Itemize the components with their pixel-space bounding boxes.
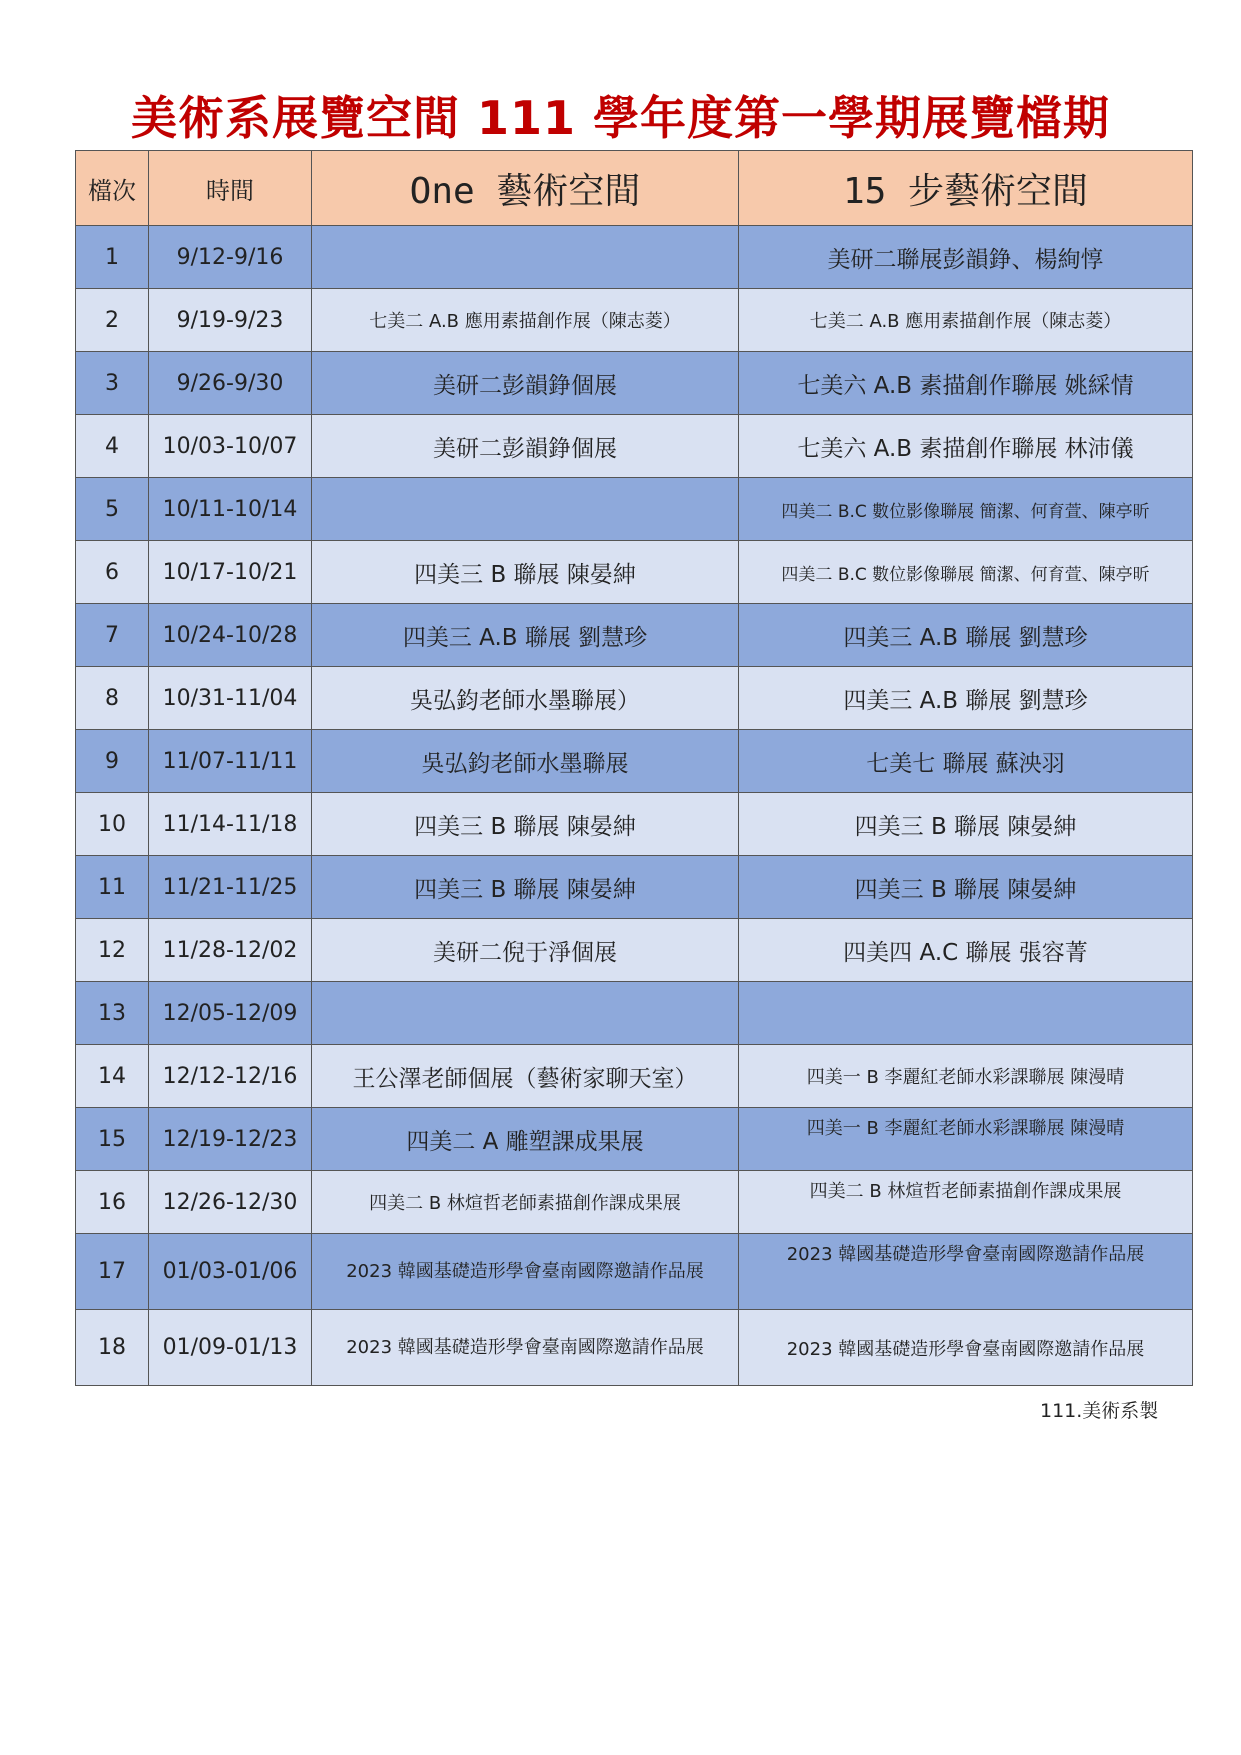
row-number: 7 — [76, 604, 149, 667]
header-one-space: One 藝術空間 — [312, 151, 739, 226]
row-date: 11/28-12/02 — [149, 919, 312, 982]
row-number: 1 — [76, 226, 149, 289]
row-15-step-space: 四美四 A.C 聯展 張容菁 — [739, 919, 1193, 982]
row-number: 13 — [76, 982, 149, 1045]
row-date: 11/21-11/25 — [149, 856, 312, 919]
header-session: 檔次 — [76, 151, 149, 226]
row-one-space — [312, 478, 739, 541]
table-row — [76, 289, 1193, 352]
table-row — [76, 730, 1193, 793]
row-15-step-space: 四美三 B 聯展 陳晏紳 — [739, 793, 1193, 856]
row-number: 18 — [76, 1310, 149, 1386]
table-row — [76, 478, 1193, 541]
row-15-step-space: 四美三 A.B 聯展 劉慧珍 — [739, 667, 1193, 730]
row-number: 5 — [76, 478, 149, 541]
table-row — [76, 541, 1193, 604]
row-15-step-space: 2023 韓國基礎造形學會臺南國際邀請作品展 — [739, 1234, 1193, 1310]
row-one-space: 四美二 A 雕塑課成果展 — [312, 1108, 739, 1171]
row-date: 10/03-10/07 — [149, 415, 312, 478]
row-number: 8 — [76, 667, 149, 730]
row-number: 11 — [76, 856, 149, 919]
row-date: 01/09-01/13 — [149, 1310, 312, 1386]
row-one-space: 四美三 B 聯展 陳晏紳 — [312, 541, 739, 604]
row-number: 14 — [76, 1045, 149, 1108]
row-date: 12/26-12/30 — [149, 1171, 312, 1234]
row-15-step-space: 七美六 A.B 素描創作聯展 姚綵情 — [739, 352, 1193, 415]
row-one-space: 美研二倪于淨個展 — [312, 919, 739, 982]
row-15-step-space — [739, 982, 1193, 1045]
row-one-space: 美研二彭韻錚個展 — [312, 352, 739, 415]
row-15-step-space: 四美一 B 李麗紅老師水彩課聯展 陳漫晴 — [739, 1045, 1193, 1108]
table-row — [76, 856, 1193, 919]
row-one-space: 四美二 B 林煊哲老師素描創作課成果展 — [312, 1171, 739, 1234]
row-date: 10/24-10/28 — [149, 604, 312, 667]
row-number: 12 — [76, 919, 149, 982]
row-one-space — [312, 226, 739, 289]
row-15-step-space: 四美一 B 李麗紅老師水彩課聯展 陳漫晴 — [739, 1108, 1193, 1171]
row-date: 10/17-10/21 — [149, 541, 312, 604]
exhibition-schedule-table — [75, 150, 1193, 1386]
row-date: 12/05-12/09 — [149, 982, 312, 1045]
footer-note: 111.美術系製 — [1040, 1400, 1159, 1422]
page-title: 美術系展覽空間 111 學年度第一學期展覽檔期 — [130, 91, 1111, 145]
row-15-step-space: 四美二 B 林煊哲老師素描創作課成果展 — [739, 1171, 1193, 1234]
row-one-space: 王公澤老師個展（藝術家聊天室） — [312, 1045, 739, 1108]
row-one-space: 吳弘鈞老師水墨聯展） — [312, 667, 739, 730]
row-one-space: 2023 韓國基礎造形學會臺南國際邀請作品展 — [312, 1310, 739, 1386]
row-one-space: 四美三 B 聯展 陳晏紳 — [312, 856, 739, 919]
row-15-step-space: 四美二 B.C 數位影像聯展 簡潔、何育萱、陳亭昕 — [739, 541, 1193, 604]
row-one-space: 四美三 A.B 聯展 劉慧珍 — [312, 604, 739, 667]
row-number: 10 — [76, 793, 149, 856]
row-date: 01/03-01/06 — [149, 1234, 312, 1310]
table-row — [76, 604, 1193, 667]
table-row — [76, 919, 1193, 982]
row-15-step-space: 七美六 A.B 素描創作聯展 林沛儀 — [739, 415, 1193, 478]
header-time: 時間 — [149, 151, 312, 226]
table-row — [76, 1310, 1193, 1386]
row-number: 15 — [76, 1108, 149, 1171]
table-row — [76, 1045, 1193, 1108]
row-date: 9/26-9/30 — [149, 352, 312, 415]
row-number: 16 — [76, 1171, 149, 1234]
table-row — [76, 793, 1193, 856]
row-15-step-space: 四美二 B.C 數位影像聯展 簡潔、何育萱、陳亭昕 — [739, 478, 1193, 541]
row-date: 12/12-12/16 — [149, 1045, 312, 1108]
row-number: 17 — [76, 1234, 149, 1310]
table-row — [76, 1234, 1193, 1310]
row-15-step-space: 七美二 A.B 應用素描創作展（陳志菱） — [739, 289, 1193, 352]
row-number: 4 — [76, 415, 149, 478]
header-15-step-space: 15 步藝術空間 — [739, 151, 1193, 226]
row-number: 2 — [76, 289, 149, 352]
row-one-space: 吳弘鈞老師水墨聯展 — [312, 730, 739, 793]
row-date: 9/19-9/23 — [149, 289, 312, 352]
row-15-step-space: 四美三 B 聯展 陳晏紳 — [739, 856, 1193, 919]
row-date: 9/12-9/16 — [149, 226, 312, 289]
table-row — [76, 982, 1193, 1045]
table-row — [76, 1108, 1193, 1171]
table-row — [76, 1171, 1193, 1234]
row-one-space: 2023 韓國基礎造形學會臺南國際邀請作品展 — [312, 1234, 739, 1310]
row-one-space: 美研二彭韻錚個展 — [312, 415, 739, 478]
row-15-step-space: 2023 韓國基礎造形學會臺南國際邀請作品展 — [739, 1310, 1193, 1386]
row-one-space — [312, 982, 739, 1045]
row-number: 3 — [76, 352, 149, 415]
row-date: 10/31-11/04 — [149, 667, 312, 730]
table-row — [76, 415, 1193, 478]
row-date: 12/19-12/23 — [149, 1108, 312, 1171]
table-row — [76, 667, 1193, 730]
row-date: 11/14-11/18 — [149, 793, 312, 856]
row-15-step-space: 美研二聯展彭韻錚、楊絢惇 — [739, 226, 1193, 289]
row-number: 6 — [76, 541, 149, 604]
table-row — [76, 226, 1193, 289]
row-date: 11/07-11/11 — [149, 730, 312, 793]
row-15-step-space: 四美三 A.B 聯展 劉慧珍 — [739, 604, 1193, 667]
row-15-step-space: 七美七 聯展 蘇泱羽 — [739, 730, 1193, 793]
row-one-space: 七美二 A.B 應用素描創作展（陳志菱） — [312, 289, 739, 352]
row-date: 10/11-10/14 — [149, 478, 312, 541]
table-row — [76, 352, 1193, 415]
row-one-space: 四美三 B 聯展 陳晏紳 — [312, 793, 739, 856]
table-header-row — [76, 151, 1193, 226]
row-number: 9 — [76, 730, 149, 793]
